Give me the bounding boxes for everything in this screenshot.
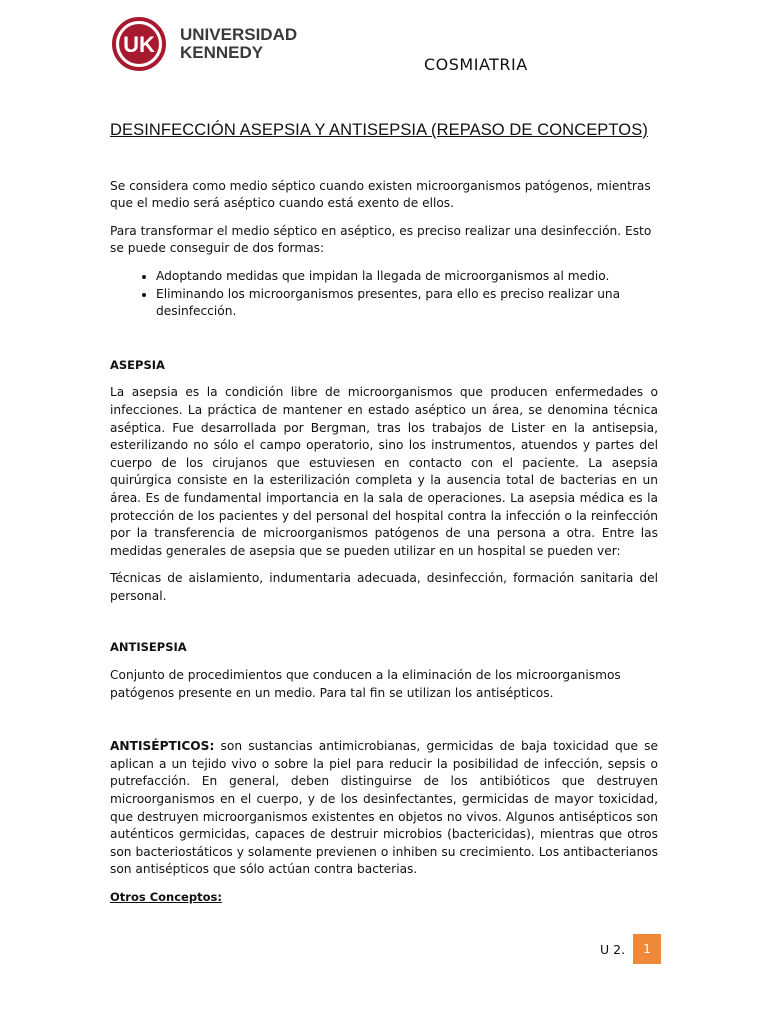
antisepsia-heading: ANTISEPSIA	[110, 640, 187, 655]
page-footer	[600, 934, 661, 964]
asepsia-heading: ASEPSIA	[110, 357, 165, 372]
list-item: • Eliminando los microorganismos presentes, para ello es preciso realizar una desinfección.	[156, 286, 658, 321]
document-title: DESINFECCIÓN ASEPSIA Y ANTISEPSIA (REPASO DE CONCEPTOS)	[110, 121, 648, 139]
forms-list	[110, 268, 658, 321]
asepsia-measures: Técnicas de aislamiento, indumentaria adecuada, desinfección, formación sanitaria del personal.	[110, 571, 658, 603]
university-logo	[110, 16, 310, 72]
intro-paragraph-2: Para transformar el medio séptico en aséptico, es preciso realizar una desinfección. Esto se puede conseguir de dos formas:	[110, 223, 652, 256]
asepsia-paragraph: La asepsia es la condición libre de microorganismos que producen enfermedades o infecciones. La práctica de mantener en estado aséptico un área, se denomina técnica aséptica. Fue desarrollada por Bergman, tras los trabajos de Lister en la antisepsia, esterilizando no sólo el campo operatorio, sino los instrumentos, atuendos y partes del cuerpo de los cirujanos que estuviesen en contacto con el paciente. La asepsia quirúrgica consiste en la esterilización completa y la ausencia total de bacterias en un área. Es de fundamental importancia en la sala de operaciones. La asepsia médica es la protección de los pacientes y del personal del hospital contra la infección o la reinfección por la transferencia de microorganismos patógenos de una persona a otra. Entre las medidas generales de asepsia que se pueden utilizar en un hospital se pueden ver:	[110, 385, 658, 558]
antisepticos-paragraph	[110, 738, 658, 879]
uk-logo-icon	[110, 16, 310, 72]
antisepticos-term: ANTISÉPTICOS:	[110, 739, 215, 754]
logo-line2: KENNEDY	[180, 43, 264, 62]
intro-paragraph-1: Se considera como medio séptico cuando existen microorganismos patógenos, mientras que el medio será aséptico cuando está exento de ellos.	[110, 178, 651, 211]
document-body	[110, 122, 658, 907]
list-item: • Adoptando medidas que impidan la llegada de microorganismos al medio.	[156, 268, 658, 286]
unit-label: U 2.	[600, 941, 626, 957]
antisepsia-paragraph: Conjunto de procedimientos que conducen a la eliminación de los microorganismos patógenos presente en un medio. Para tal fin se utilizan los antisépticos.	[110, 668, 621, 700]
antisepticos-text: son sustancias antimicrobianas, germicidas de baja toxicidad que se aplican a un tejido vivo o sobre la piel para reducir la posibilidad de infección, sepsis o putrefacción. En general, deben distinguirse de los antibióticos que destruyen microorganismos en el cuerpo, y de los desinfectantes, germicidas de mayor toxicidad, que destruyen microorganismos existentes en objetos no vivos. Algunos antisépticos son auténticos germicidas, capaces de destruir microbios (bactericidas), mientras que otros son bacteriostáticos y solamente previenen o inhiben su crecimiento. Los antibacterianos son antisépticos que sólo actúan contra bacterias.	[110, 739, 658, 877]
otros-conceptos-heading: Otros Conceptos:	[110, 890, 222, 904]
page-number-badge: 1	[633, 934, 661, 964]
logo-line1: UNIVERSIDAD	[180, 25, 298, 44]
logo-mark: UK	[123, 32, 155, 57]
course-name: COSMIATRIA	[424, 55, 528, 74]
